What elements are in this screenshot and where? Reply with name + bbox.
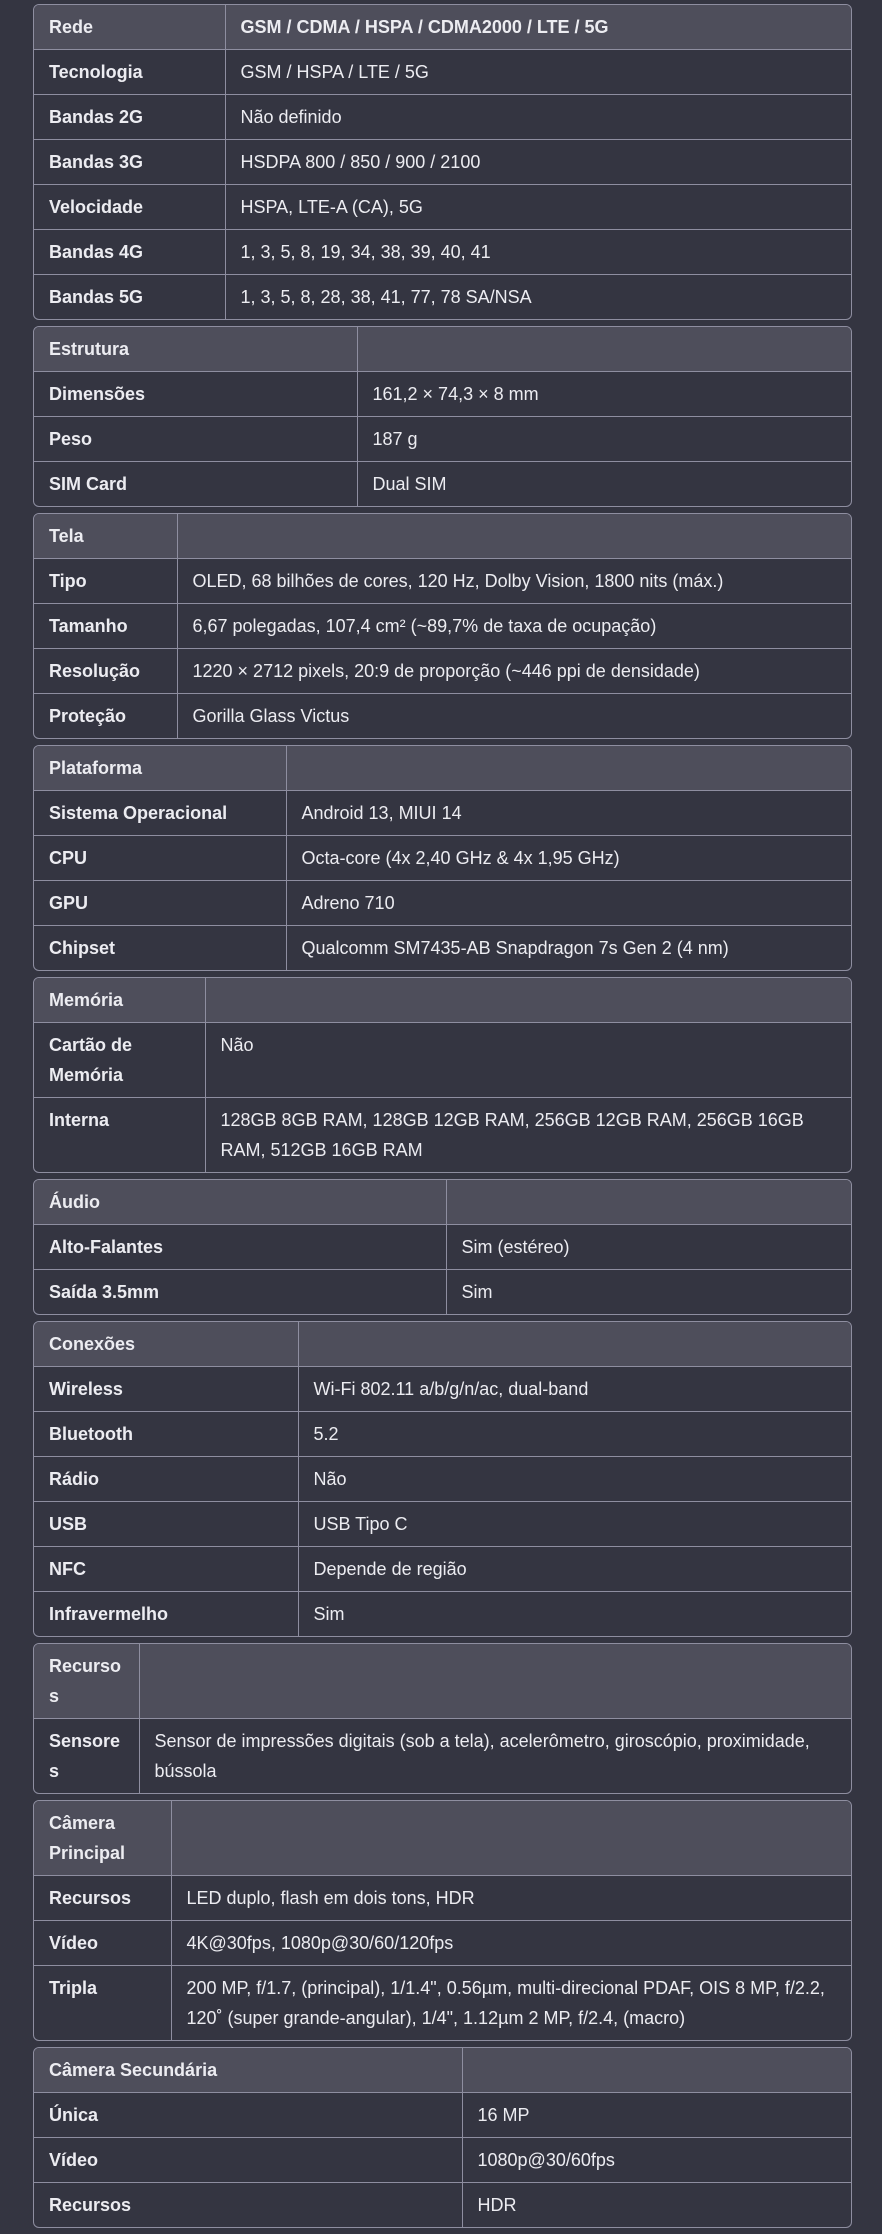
spec-label: Recursos — [34, 1876, 171, 1921]
table-row — [34, 1225, 851, 1270]
table-row — [34, 649, 851, 694]
table-row — [34, 462, 851, 507]
table-row — [34, 1098, 851, 1173]
spec-value: 16 MP — [462, 2093, 851, 2138]
spec-label: Rádio — [34, 1457, 298, 1502]
spec-value: Sim — [298, 1592, 851, 1637]
spec-table-grid — [34, 1322, 851, 1636]
spec-label: SIM Card — [34, 462, 357, 507]
table-row — [34, 1457, 851, 1502]
spec-value: 200 MP, f/1.7, (principal), 1/1.4", 0.56µm, multi-direcional PDAF, OIS 8 MP, f/2.2, 120˚ (super grande-angular), 1/4", 1.12µm 2 MP, f/2.4, (macro) — [171, 1966, 851, 2041]
table-row — [34, 836, 851, 881]
spec-table-camera-secundaria — [33, 2047, 852, 2228]
table-row — [34, 1592, 851, 1637]
spec-label: Alto-Falantes — [34, 1225, 446, 1270]
spec-label: Resolução — [34, 649, 177, 694]
table-row — [34, 1966, 851, 2041]
spec-label: Bluetooth — [34, 1412, 298, 1457]
table-header-row — [34, 514, 851, 559]
section-title: Tela — [34, 514, 177, 559]
spec-table-tela — [33, 513, 852, 739]
spec-value: USB Tipo C — [298, 1502, 851, 1547]
table-row — [34, 791, 851, 836]
section-header-value — [286, 746, 851, 791]
spec-label: Interna — [34, 1098, 205, 1173]
spec-value: 6,67 polegadas, 107,4 cm² (~89,7% de taxa de ocupação) — [177, 604, 851, 649]
table-row — [34, 372, 851, 417]
table-header-row — [34, 1322, 851, 1367]
spec-value: Sim — [446, 1270, 851, 1315]
spec-label: Tecnologia — [34, 50, 225, 95]
spec-label: Tripla — [34, 1966, 171, 2041]
spec-value: HSPA, LTE-A (CA), 5G — [225, 185, 851, 230]
table-header-row — [34, 1801, 851, 1876]
spec-value: 1220 × 2712 pixels, 20:9 de proporção (~446 ppi de densidade) — [177, 649, 851, 694]
table-row — [34, 1719, 851, 1794]
spec-value: Wi-Fi 802.11 a/b/g/n/ac, dual-band — [298, 1367, 851, 1412]
table-row — [34, 1270, 851, 1315]
section-title: Recursos — [34, 1644, 139, 1719]
spec-value: 128GB 8GB RAM, 128GB 12GB RAM, 256GB 12GB RAM, 256GB 16GB RAM, 512GB 16GB RAM — [205, 1098, 851, 1173]
spec-value: 5.2 — [298, 1412, 851, 1457]
table-row — [34, 1876, 851, 1921]
spec-label: Sensores — [34, 1719, 139, 1794]
section-title: Câmera Principal — [34, 1801, 171, 1876]
spec-label: Chipset — [34, 926, 286, 971]
spec-table-grid — [34, 746, 851, 970]
table-header-row — [34, 1644, 851, 1719]
spec-table-grid — [34, 1180, 851, 1314]
section-header-value — [298, 1322, 851, 1367]
spec-value: HDR — [462, 2183, 851, 2228]
spec-value: HSDPA 800 / 850 / 900 / 2100 — [225, 140, 851, 185]
spec-label: Proteção — [34, 694, 177, 739]
spec-value: Qualcomm SM7435-AB Snapdragon 7s Gen 2 (4 nm) — [286, 926, 851, 971]
table-row — [34, 1921, 851, 1966]
spec-sheet — [33, 4, 850, 2234]
table-row — [34, 694, 851, 739]
table-header-row — [34, 1180, 851, 1225]
spec-table-grid — [34, 1644, 851, 1793]
spec-table-grid — [34, 514, 851, 738]
table-row — [34, 230, 851, 275]
spec-label: Peso — [34, 417, 357, 462]
table-row — [34, 1023, 851, 1098]
table-header-row — [34, 327, 851, 372]
section-header-value — [446, 1180, 851, 1225]
spec-value: 1080p@30/60fps — [462, 2138, 851, 2183]
spec-value: 161,2 × 74,3 × 8 mm — [357, 372, 851, 417]
spec-table-recursos — [33, 1643, 852, 1794]
spec-table-grid — [34, 1801, 851, 2040]
spec-value: 4K@30fps, 1080p@30/60/120fps — [171, 1921, 851, 1966]
spec-table-rede — [33, 4, 852, 320]
spec-label: Vídeo — [34, 2138, 462, 2183]
section-title: Plataforma — [34, 746, 286, 791]
spec-value: LED duplo, flash em dois tons, HDR — [171, 1876, 851, 1921]
spec-label: Saída 3.5mm — [34, 1270, 446, 1315]
table-row — [34, 185, 851, 230]
spec-table-camera-principal — [33, 1800, 852, 2041]
spec-value: 1, 3, 5, 8, 28, 38, 41, 77, 78 SA/NSA — [225, 275, 851, 320]
spec-table-grid — [34, 2048, 851, 2227]
section-header-value — [357, 327, 851, 372]
spec-table-memoria — [33, 977, 852, 1173]
spec-value: Não definido — [225, 95, 851, 140]
section-header-value — [462, 2048, 851, 2093]
spec-value: Depende de região — [298, 1547, 851, 1592]
spec-label: Infravermelho — [34, 1592, 298, 1637]
spec-label: NFC — [34, 1547, 298, 1592]
spec-label: Wireless — [34, 1367, 298, 1412]
table-row — [34, 881, 851, 926]
section-title: Memória — [34, 978, 205, 1023]
spec-label: Tipo — [34, 559, 177, 604]
spec-value: Octa-core (4x 2,40 GHz & 4x 1,95 GHz) — [286, 836, 851, 881]
table-row — [34, 604, 851, 649]
spec-label: Bandas 5G — [34, 275, 225, 320]
spec-label: Vídeo — [34, 1921, 171, 1966]
section-title: Rede — [34, 5, 225, 50]
spec-label: GPU — [34, 881, 286, 926]
table-row — [34, 50, 851, 95]
section-title: Áudio — [34, 1180, 446, 1225]
table-row — [34, 2183, 851, 2228]
spec-label: Dimensões — [34, 372, 357, 417]
table-header-row — [34, 2048, 851, 2093]
table-header-row — [34, 978, 851, 1023]
spec-table-conexoes — [33, 1321, 852, 1637]
spec-value: OLED, 68 bilhões de cores, 120 Hz, Dolby Vision, 1800 nits (máx.) — [177, 559, 851, 604]
spec-value: Sensor de impressões digitais (sob a tela), acelerômetro, giroscópio, proximidade, bússola — [139, 1719, 851, 1794]
spec-value: Sim (estéreo) — [446, 1225, 851, 1270]
table-row — [34, 2093, 851, 2138]
spec-value: 187 g — [357, 417, 851, 462]
spec-label: Bandas 2G — [34, 95, 225, 140]
spec-table-estrutura — [33, 326, 852, 507]
spec-label: Cartão de Memória — [34, 1023, 205, 1098]
spec-label: Velocidade — [34, 185, 225, 230]
table-row — [34, 1367, 851, 1412]
section-header-value — [171, 1801, 851, 1876]
spec-label: Única — [34, 2093, 462, 2138]
table-row — [34, 1502, 851, 1547]
spec-value: Não — [298, 1457, 851, 1502]
section-title: Câmera Secundária — [34, 2048, 462, 2093]
spec-table-grid — [34, 978, 851, 1172]
spec-table-grid — [34, 5, 851, 319]
table-row — [34, 1547, 851, 1592]
spec-value: Adreno 710 — [286, 881, 851, 926]
spec-value: Android 13, MIUI 14 — [286, 791, 851, 836]
spec-value: GSM / HSPA / LTE / 5G — [225, 50, 851, 95]
section-title: Conexões — [34, 1322, 298, 1367]
spec-label: USB — [34, 1502, 298, 1547]
spec-value: Não — [205, 1023, 851, 1098]
section-header-value: GSM / CDMA / HSPA / CDMA2000 / LTE / 5G — [225, 5, 851, 50]
section-header-value — [139, 1644, 851, 1719]
spec-value: Dual SIM — [357, 462, 851, 507]
spec-label: CPU — [34, 836, 286, 881]
table-row — [34, 1412, 851, 1457]
table-row — [34, 2138, 851, 2183]
spec-label: Tamanho — [34, 604, 177, 649]
spec-label: Bandas 3G — [34, 140, 225, 185]
section-header-value — [205, 978, 851, 1023]
section-header-value — [177, 514, 851, 559]
spec-value: 1, 3, 5, 8, 19, 34, 38, 39, 40, 41 — [225, 230, 851, 275]
spec-table-audio — [33, 1179, 852, 1315]
spec-label: Sistema Operacional — [34, 791, 286, 836]
spec-value: Gorilla Glass Victus — [177, 694, 851, 739]
table-row — [34, 95, 851, 140]
table-row — [34, 559, 851, 604]
table-row — [34, 417, 851, 462]
spec-table-grid — [34, 327, 851, 506]
table-header-row — [34, 5, 851, 50]
table-row — [34, 140, 851, 185]
table-header-row — [34, 746, 851, 791]
spec-label: Recursos — [34, 2183, 462, 2228]
section-title: Estrutura — [34, 327, 357, 372]
table-row — [34, 275, 851, 320]
table-row — [34, 926, 851, 971]
spec-label: Bandas 4G — [34, 230, 225, 275]
spec-table-plataforma — [33, 745, 852, 971]
